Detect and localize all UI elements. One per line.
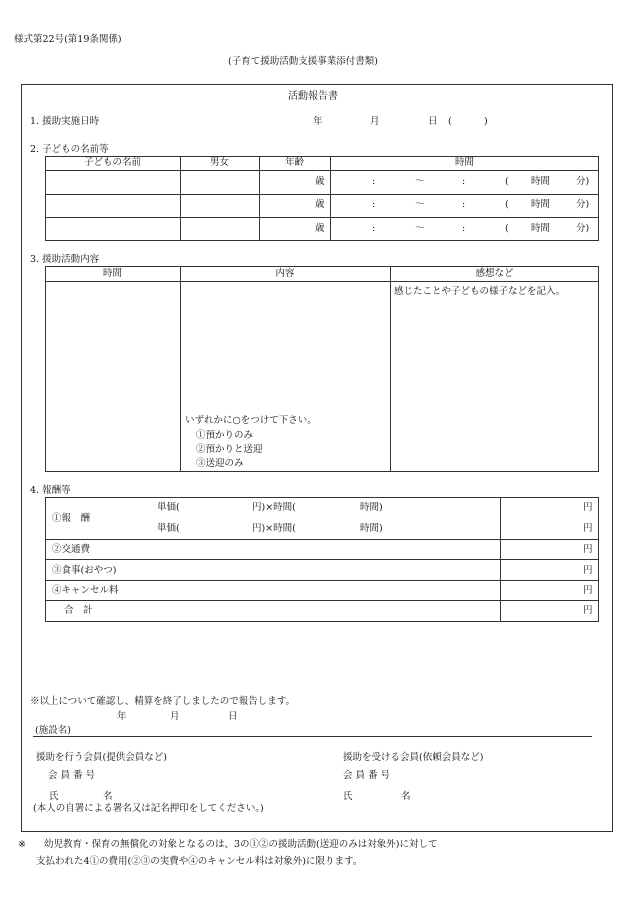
yen-unit: 円 xyxy=(583,523,593,534)
end-colon: : xyxy=(462,176,466,187)
confirmation-statement: ※以上について確認し、精算を終了しましたので報告します。 xyxy=(30,696,296,707)
impression-hint: 感じたことや子どもの様子などを記入。 xyxy=(394,286,566,297)
total-label: 合 計 xyxy=(64,605,93,616)
duration-hours: 時間 xyxy=(531,199,551,210)
section-children-label: 2. 子どもの名前等 xyxy=(30,144,109,155)
header-sex: 男女 xyxy=(209,157,229,168)
end-colon: : xyxy=(462,199,466,210)
yen-unit: 円 xyxy=(583,502,593,513)
footnote-line-1: 幼児教育・保育の無償化の対象となるのは、3の①②の援助活動(送迎のみは対象外)に対して xyxy=(44,839,438,850)
header-time: 時間 xyxy=(454,157,474,168)
weekday-close: ) xyxy=(484,116,488,127)
unit-price-label: 単価( xyxy=(157,523,180,534)
provider-name-mei: 名 xyxy=(103,791,113,802)
receiver-member-no: 会 員 番 号 xyxy=(343,770,391,781)
reward-label: ①報 酬 xyxy=(52,513,91,524)
date-month-unit: 月 xyxy=(370,116,380,127)
start-colon: : xyxy=(372,223,376,234)
header-activity-content: 内容 xyxy=(275,268,295,279)
start-colon: : xyxy=(372,199,376,210)
fee-transport: ②交通費 xyxy=(52,544,91,555)
unit-price-label: 単価( xyxy=(157,502,180,513)
confirm-day-unit: 日 xyxy=(228,711,238,722)
footnote-line-2: 支払われた4①の費用(②③の実費や④のキャンセル料は対象外)に限ります。 xyxy=(36,856,363,867)
yen-unit: 円 xyxy=(583,585,593,596)
age-unit: 歳 xyxy=(315,176,325,187)
circle-instruction: いずれかに○をつけて下さい。 xyxy=(185,415,317,426)
age-unit: 歳 xyxy=(315,223,325,234)
option-care-only: ①預かりのみ xyxy=(196,430,254,441)
option-care-and-transport: ②預かりと送迎 xyxy=(196,444,263,455)
yen-unit: 円 xyxy=(583,565,593,576)
facility-line xyxy=(33,736,592,737)
time-tilde: ～ xyxy=(415,223,425,234)
time-tilde: ～ xyxy=(415,199,425,210)
duration-hours: 時間 xyxy=(531,176,551,187)
start-colon: : xyxy=(372,176,376,187)
receiver-name-shi: 氏 xyxy=(343,791,353,802)
date-year-unit: 年 xyxy=(313,116,323,127)
receiver-title: 援助を受ける会員(依頼会員など) xyxy=(343,752,484,763)
provider-name-shi: 氏 xyxy=(49,791,59,802)
provider-title: 援助を行う会員(提供会員など) xyxy=(36,752,167,763)
end-colon: : xyxy=(462,223,466,234)
confirm-month-unit: 月 xyxy=(170,711,180,722)
duration-minutes: 分) xyxy=(576,176,590,187)
header-activity-time: 時間 xyxy=(102,268,122,279)
section-date-label: 1. 援助実施日時 xyxy=(30,116,100,127)
signature-note: (本人の自署による署名又は記名押印をしてください。) xyxy=(33,803,264,814)
duration-hours: 時間 xyxy=(531,223,551,234)
age-unit: 歳 xyxy=(315,199,325,210)
fee-cancellation: ④キャンセル料 xyxy=(52,585,119,596)
provider-member-no: 会 員 番 号 xyxy=(48,770,96,781)
date-day-unit: 日 xyxy=(428,116,438,127)
header-child-name: 子どもの名前 xyxy=(83,157,141,168)
header-impressions: 感想など xyxy=(475,268,514,279)
receiver-name-mei: 名 xyxy=(401,791,411,802)
header-age: 年齢 xyxy=(284,157,304,168)
duration-open: ( xyxy=(505,176,509,187)
option-transport-only: ③送迎のみ xyxy=(196,458,244,469)
fee-meal: ③食事(おやつ) xyxy=(52,565,117,576)
time-tilde: ～ xyxy=(415,176,425,187)
weekday-open: ( xyxy=(448,116,452,127)
duration-open: ( xyxy=(505,199,509,210)
report-title: 活動報告書 xyxy=(288,91,338,102)
yen-times-label: 円)×時間( xyxy=(252,502,296,513)
confirm-year-unit: 年 xyxy=(117,711,127,722)
hours-close-label: 時間) xyxy=(360,502,383,513)
hours-close-label: 時間) xyxy=(360,523,383,534)
duration-minutes: 分) xyxy=(576,199,590,210)
footnote-mark: ※ xyxy=(18,839,26,850)
section-fees-label: 4. 報酬等 xyxy=(30,485,71,496)
yen-unit: 円 xyxy=(583,544,593,555)
form-number: 様式第22号(第19条関係) xyxy=(14,34,122,45)
yen-times-label: 円)×時間( xyxy=(252,523,296,534)
duration-open: ( xyxy=(505,223,509,234)
facility-label: (施設名) xyxy=(35,725,71,736)
section-activity-label: 3. 援助活動内容 xyxy=(30,254,100,265)
form-subtitle: (子育て援助活動支援事業添付書類) xyxy=(228,56,378,67)
yen-unit: 円 xyxy=(583,605,593,616)
duration-minutes: 分) xyxy=(576,223,590,234)
